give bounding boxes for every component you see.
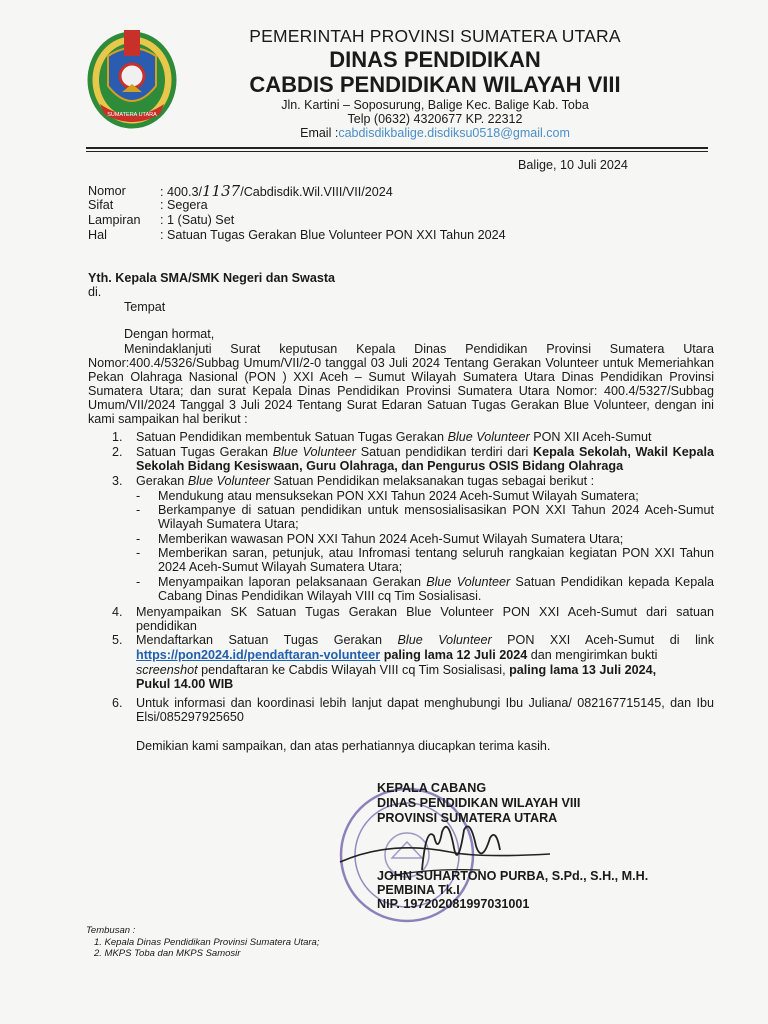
item5-line1: Mendaftarkan Satuan Tugas Gerakan Blue Volunteer PON XXI Aceh-Sumut di link xyxy=(136,633,714,647)
item5-number: 5. xyxy=(112,633,123,647)
sub1-dash: - xyxy=(136,489,141,503)
sub1-text: Mendukung atau mensuksekan PON XXI Tahun 2024 Aceh-Sumut Wilayah Sumatera; xyxy=(158,489,639,503)
lampiran-label: Lampiran xyxy=(88,213,141,227)
item5-line4: Pukul 14.00 WIB xyxy=(136,677,234,691)
nomor-value: : 400.3/1137/Cabdisdik.Wil.VIII/VII/2024 xyxy=(160,182,393,200)
province-logo xyxy=(86,26,178,130)
closing: Demikian kami sampaikan, dan atas perhatiannya diucapkan terima kasih. xyxy=(136,739,551,753)
nomor-label: Nomor xyxy=(88,184,126,198)
intro-paragraph: Menindaklanjuti Surat keputusan Kepala Dinas Pendidikan Provinsi Sumatera Utara Nomor:400.4/5326/Subbag Umum/VII/2-0 tanggal 03 Juli 2024 Tentang Gerakan Volunteer untuk Memeriahkan Pekan Olahraga Nasional (PON ) XXI Aceh – Sumut Wilayah Sumatera Utara Dinas Pendidikan Provinsi Sumatera Utara; dan surat Kepala Dinas Pendidikan Provinsi Sumatera Utara Nomor: 400.4/5327/Subbag Umum/VII/2024 Tanggal 3 Juli 2024 Tentang Surat Edaran Satuan Tugas Gerakan Blue Volunteer, dengan ini kami sampaikan hal berikut : xyxy=(88,342,714,426)
signatory-nip: NIP. 197202081997031001 xyxy=(377,897,530,911)
signatory-title3: PROVINSI SUMATERA UTARA xyxy=(377,811,558,825)
sub4-dash: - xyxy=(136,546,141,560)
sifat-value: : Segera xyxy=(160,198,208,212)
item3-number: 3. xyxy=(112,474,123,488)
logo-text: SUMATERA UTARA xyxy=(107,112,157,118)
item6-number: 6. xyxy=(112,696,123,710)
email-link[interactable]: cabdisdikbalige.disdiksu0518@gmail.com xyxy=(338,126,570,140)
item5-line2: https://pon2024.id/pendaftaran-volunteer paling lama 12 Juli 2024 dan mengirimkan bukti xyxy=(136,648,658,662)
hal-label: Hal xyxy=(88,228,107,242)
sub3-text: Memberikan wawasan PON XXI Tahun 2024 Aceh-Sumut Wilayah Sumatera Utara; xyxy=(158,532,624,546)
sub2-text: Berkampanye di satuan pendidikan untuk mensosialisasikan PON XXI Tahun 2024 Aceh-Sumut Wilayah Sumatera Utara; xyxy=(158,503,714,531)
sub3-dash: - xyxy=(136,532,141,546)
signatory-name: JOHN SUHARTONO PURBA, S.Pd., S.H., M.H. xyxy=(377,869,649,883)
sub5-dash: - xyxy=(136,575,141,589)
letterhead-line3: CABDIS PENDIDIKAN WILAYAH VIII xyxy=(249,72,621,97)
header-divider xyxy=(86,147,708,149)
greeting: Dengan hormat, xyxy=(124,327,215,341)
letterhead-email xyxy=(200,126,670,140)
sub4-text: Memberikan saran, petunjuk, atau Infromasi tentang seluruh rangkaian kegiatan PON XXI Tahun 2024 Aceh-Sumut Wilayah Sumatera Utara; xyxy=(158,546,714,574)
item1-text: Satuan Pendidikan membentuk Satuan Tugas Gerakan Blue Volunteer PON XII Aceh-Sumut xyxy=(136,430,652,444)
item2-text: Satuan Tugas Gerakan Blue Volunteer Satuan pendidikan terdiri dari Kepala Sekolah, Wakil Kepala Sekolah Bidang Kesiswaan, Guru Olahraga, dan Pengurus OSIS Bidang Olahraga xyxy=(136,445,714,473)
item2-number: 2. xyxy=(112,445,123,459)
letterhead-phone: Telp (0632) 4320677 KP. 22312 xyxy=(347,112,523,126)
lampiran-value: : 1 (Satu) Set xyxy=(160,213,235,227)
hal-value: : Satuan Tugas Gerakan Blue Volunteer PON XXI Tahun 2024 xyxy=(160,228,506,242)
letter-date: Balige, 10 Juli 2024 xyxy=(518,158,628,172)
signatory-title2: DINAS PENDIDIKAN WILAYAH VIII xyxy=(377,796,581,810)
sub2-dash: - xyxy=(136,503,141,517)
item1-number: 1. xyxy=(112,430,123,444)
registration-link[interactable]: https://pon2024.id/pendaftaran-volunteer xyxy=(136,648,381,662)
item3-text: Gerakan Blue Volunteer Satuan Pendidikan melaksanakan tugas sebagai berikut : xyxy=(136,474,595,488)
nomor-handwritten: 1137 xyxy=(202,182,241,200)
item6-text: Untuk informasi dan koordinasi lebih lanjut dapat menghubungi Ibu Juliana/ 082167715145, dan Ibu Elsi/085297925650 xyxy=(136,696,714,724)
tembusan-item2: 2. MKPS Toba dan MKPS Samosir xyxy=(94,948,241,959)
letterhead-line2: DINAS PENDIDIKAN xyxy=(329,47,541,72)
header-divider-thin xyxy=(86,151,708,152)
letterhead-address: Jln. Kartini – Soposurung, Balige Kec. Balige Kab. Toba xyxy=(281,98,589,112)
email-label: Email : xyxy=(300,126,339,140)
item5-line3: screenshot pendaftaran ke Cabdis Wilayah VIII cq Tim Sosialisasi, paling lama 13 Juli 2024, xyxy=(136,663,657,677)
recipient: Yth. Kepala SMA/SMK Negeri dan Swasta xyxy=(88,271,336,285)
recipient-place: Tempat xyxy=(124,300,166,314)
sub5-text: Menyampaikan laporan pelaksanaan Gerakan Blue Volunteer Satuan Pendidikan kepada Kepala Cabang Dinas Pendidikan Wilayah VIII cq Tim Sosialisasi. xyxy=(158,575,714,603)
item4-text: Menyampaikan SK Satuan Tugas Gerakan Blue Volunteer PON XXI Aceh-Sumut dari satuan pendidikan xyxy=(136,605,714,633)
item4-number: 4. xyxy=(112,605,123,619)
signatory-rank: PEMBINA Tk.I xyxy=(377,883,460,897)
recipient-di: di. xyxy=(88,285,102,299)
signatory-title1: KEPALA CABANG xyxy=(377,781,487,795)
tembusan-item1: 1. Kepala Dinas Pendidikan Provinsi Sumatera Utara; xyxy=(94,937,320,948)
letterhead-line1: PEMERINTAH PROVINSI SUMATERA UTARA xyxy=(249,26,621,46)
sifat-label: Sifat xyxy=(88,198,114,212)
tembusan-label: Tembusan : xyxy=(86,925,136,936)
